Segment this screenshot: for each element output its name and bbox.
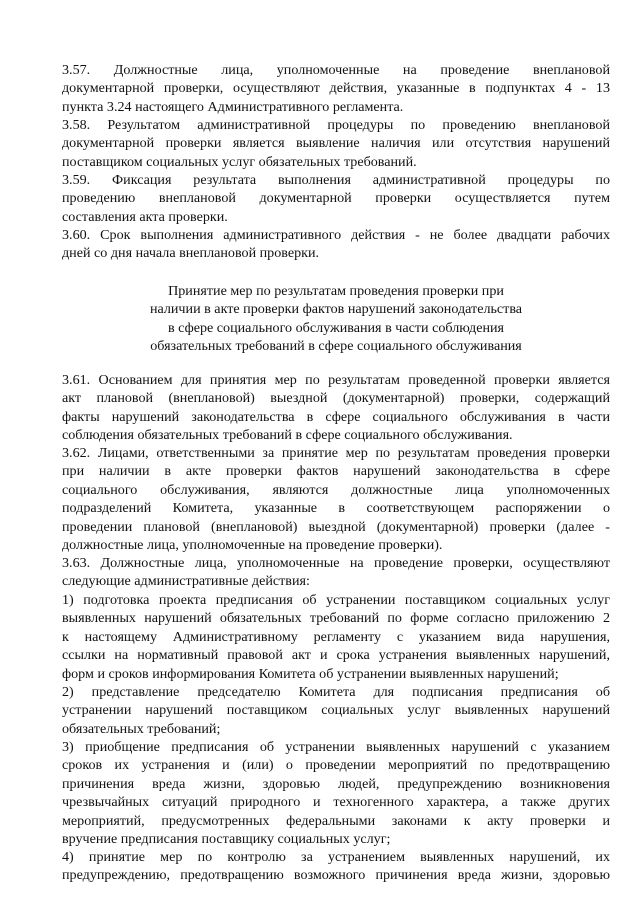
text-line: 3.61. Основанием для принятия мер по результатам проведенной проверки является	[62, 372, 610, 388]
section-heading	[62, 282, 610, 356]
text-line: чрезвычайных ситуаций природного и техногенного характера, а также других	[62, 794, 610, 811]
text-line: 1) подготовка проекта предписания об устранении поставщиком социальных услуг	[62, 592, 610, 608]
text-line: 4) принятие мер по контролю за устранением выявленных нарушений, их	[62, 849, 610, 865]
text-line: проведении плановой (внеплановой) выездной (документарной) проверки (далее -	[62, 518, 610, 535]
text-line: 3.63. Должностные лица, уполномоченные на проведение проверки, осуществляют	[62, 555, 610, 571]
text-line: при наличии в акте проверки фактов нарушений законодательства в сфере	[62, 463, 610, 480]
text-line: подразделений Комитета, указанные в соответствующем распоряжении о	[62, 500, 610, 517]
text-line: устранении нарушений поставщиком социальных услуг выявленных нарушений	[62, 702, 610, 719]
text-line: вручение предписания поставщику социальных услуг;	[62, 830, 391, 847]
text-line: акт плановой (внеплановой) выездной (документарной) проверки, содержащий	[62, 390, 610, 407]
text-line: мероприятий, предусмотренных федеральными законами к акту проверки и	[62, 812, 610, 829]
list-item-4	[62, 848, 610, 885]
text-line: 3.62. Лицами, ответственными за принятие мер по результатам проведения проверки	[62, 445, 610, 461]
heading-line: в сфере социального обслуживания в части соблюдения	[167, 319, 505, 336]
text-line: социального обслуживания, являются должностные лица уполномоченных	[62, 481, 610, 498]
text-line: следующие административные действия:	[62, 573, 310, 590]
text-line: к настоящему Административному регламенту с указанием вида нарушения,	[62, 628, 610, 645]
text-line: предупреждению, предотвращению возможного причинения вреда жизни, здоровью	[62, 867, 610, 884]
text-line: обязательных требований;	[62, 720, 221, 737]
text-line: пункта 3.24 настоящего Административного регламента.	[62, 98, 404, 115]
text-line: 2) представление председателю Комитета для подписания предписания об	[62, 684, 610, 700]
heading-line: Принятие мер по результатам проведения проверки при	[168, 283, 504, 299]
list-item-3	[62, 738, 610, 848]
text-line: форм и сроков информирования Комитета об устранении выявленных нарушений;	[62, 665, 559, 682]
text-line: 3.58. Результатом административной процедуры по проведению внеплановой	[62, 117, 610, 133]
text-line: дней со дня начала внеплановой проверки.	[62, 245, 320, 262]
paragraph-3-61	[62, 371, 610, 445]
list-item-2	[62, 683, 610, 738]
paragraph-3-59	[62, 171, 610, 226]
text-line: составления акта проверки.	[62, 208, 228, 225]
text-line: сроков их устранения и (или) о проведении мероприятий по предотвращению	[62, 757, 610, 774]
text-line: документарной проверки, осуществляют действия, указанные в подпунктах 4 - 13	[62, 80, 610, 97]
text-line: 3) приобщение предписания об устранении выявленных нарушений с указанием	[62, 739, 610, 755]
text-line: соблюдения обязательных требований в сфере социального обслуживания.	[62, 427, 513, 444]
text-line: 3.59. Фиксация результата выполнения административной процедуры по	[62, 172, 610, 188]
text-line: проведению внеплановой документарной проверки осуществляется путем	[62, 190, 610, 207]
text-line: должностные лица, уполномоченные на проведение проверки).	[62, 536, 443, 553]
paragraph-3-62	[62, 444, 610, 554]
text-line: ссылки на нормативный правовой акт и срока устранения выявленных нарушений,	[62, 647, 610, 664]
paragraph-3-63	[62, 554, 610, 591]
text-line: факты нарушений законодательства в сфере социального обслуживания в части	[62, 408, 610, 425]
text-line: причинения вреда жизни, здоровью людей, предупреждению возникновения	[62, 775, 610, 792]
text-line: 3.60. Срок выполнения административного действия - не более двадцати рабочих	[62, 227, 610, 243]
text-line: поставщиком социальных услуг обязательных требований.	[62, 153, 417, 170]
heading-line: наличии в акте проверки фактов нарушений законодательства	[149, 301, 523, 318]
list-item-1	[62, 591, 610, 683]
paragraph-3-57	[62, 61, 610, 116]
paragraph-3-58	[62, 116, 610, 171]
paragraph-3-60	[62, 226, 610, 263]
heading-line: обязательных требований в сфере социального обслуживания	[150, 338, 522, 355]
text-line: 3.57. Должностные лица, уполномоченные на проведение внеплановой	[62, 62, 610, 78]
text-line: выявленных нарушений обязательных требований по форме согласно приложению 2	[62, 610, 610, 627]
text-line: документарной проверки является выявление наличия или отсутствия нарушений	[62, 135, 610, 152]
